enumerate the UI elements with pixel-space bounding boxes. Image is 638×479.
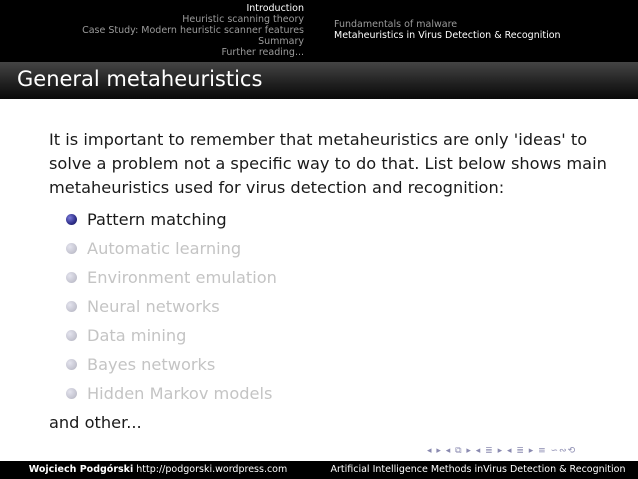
list-item	[66, 350, 609, 379]
list-item	[66, 205, 609, 234]
subsection-link-fundamentals[interactable]: Fundamentals of malware	[334, 19, 458, 30]
list-item-label: Automatic learning	[87, 239, 242, 258]
list-item-label: Hidden Markov models	[87, 384, 273, 403]
list-item	[66, 321, 609, 350]
frame-title-bar	[0, 62, 638, 99]
section-link-further-reading[interactable]: Further reading...	[221, 47, 304, 58]
subsection-link-metaheuristics[interactable]: Metaheuristics in Virus Detection & Recognition	[334, 30, 561, 41]
bullet-icon	[66, 301, 77, 312]
subsection-navigation	[318, 0, 638, 62]
beamer-navigation-symbols[interactable]: ◂ ▸ ◂ ⧉ ▸ ◂ ≣ ▸ ◂ ≣ ▸ ≡ ∽∾⟲	[427, 446, 577, 456]
footer-bar	[0, 461, 638, 479]
section-link-case-study[interactable]: Case Study: Modern heuristic scanner features	[82, 25, 304, 36]
navigation-header	[0, 0, 638, 62]
footer-author-info	[0, 461, 316, 479]
bullet-icon	[66, 214, 77, 225]
section-link-heuristic-scanning-theory[interactable]: Heuristic scanning theory	[182, 14, 304, 25]
list-item-label: Environment emulation	[87, 268, 277, 287]
section-navigation	[0, 0, 316, 62]
footer-talk-title: Artificial Intelligence Methods inVirus Detection & Recognition	[330, 464, 626, 475]
slide-body	[49, 128, 609, 434]
bullet-icon	[66, 272, 77, 283]
list-item	[66, 379, 609, 408]
list-item-label: Pattern matching	[87, 210, 227, 229]
list-item	[66, 292, 609, 321]
footer-author: Wojciech Podgórski	[28, 464, 134, 475]
list-item	[66, 263, 609, 292]
section-link-summary[interactable]: Summary	[258, 36, 304, 47]
bullet-icon	[66, 359, 77, 370]
metaheuristics-list	[66, 205, 609, 408]
section-link-introduction[interactable]: Introduction	[246, 3, 304, 14]
list-item	[66, 234, 609, 263]
bullet-icon	[66, 243, 77, 254]
bullet-icon	[66, 388, 77, 399]
intro-paragraph: It is important to remember that metaheuristics are only 'ideas' to solve a problem not a specific way to do that. List below shows main metaheuristics used for virus detection and recognition:	[49, 130, 607, 197]
footer-url: http://podgorski.wordpress.com	[136, 464, 288, 475]
list-item-label: Bayes networks	[87, 355, 216, 374]
list-item-label: Neural networks	[87, 297, 220, 316]
bullet-icon	[66, 330, 77, 341]
outro-text: and other...	[49, 413, 142, 432]
list-item-label: Data mining	[87, 326, 187, 345]
slide-title: General metaheuristics	[17, 67, 263, 91]
